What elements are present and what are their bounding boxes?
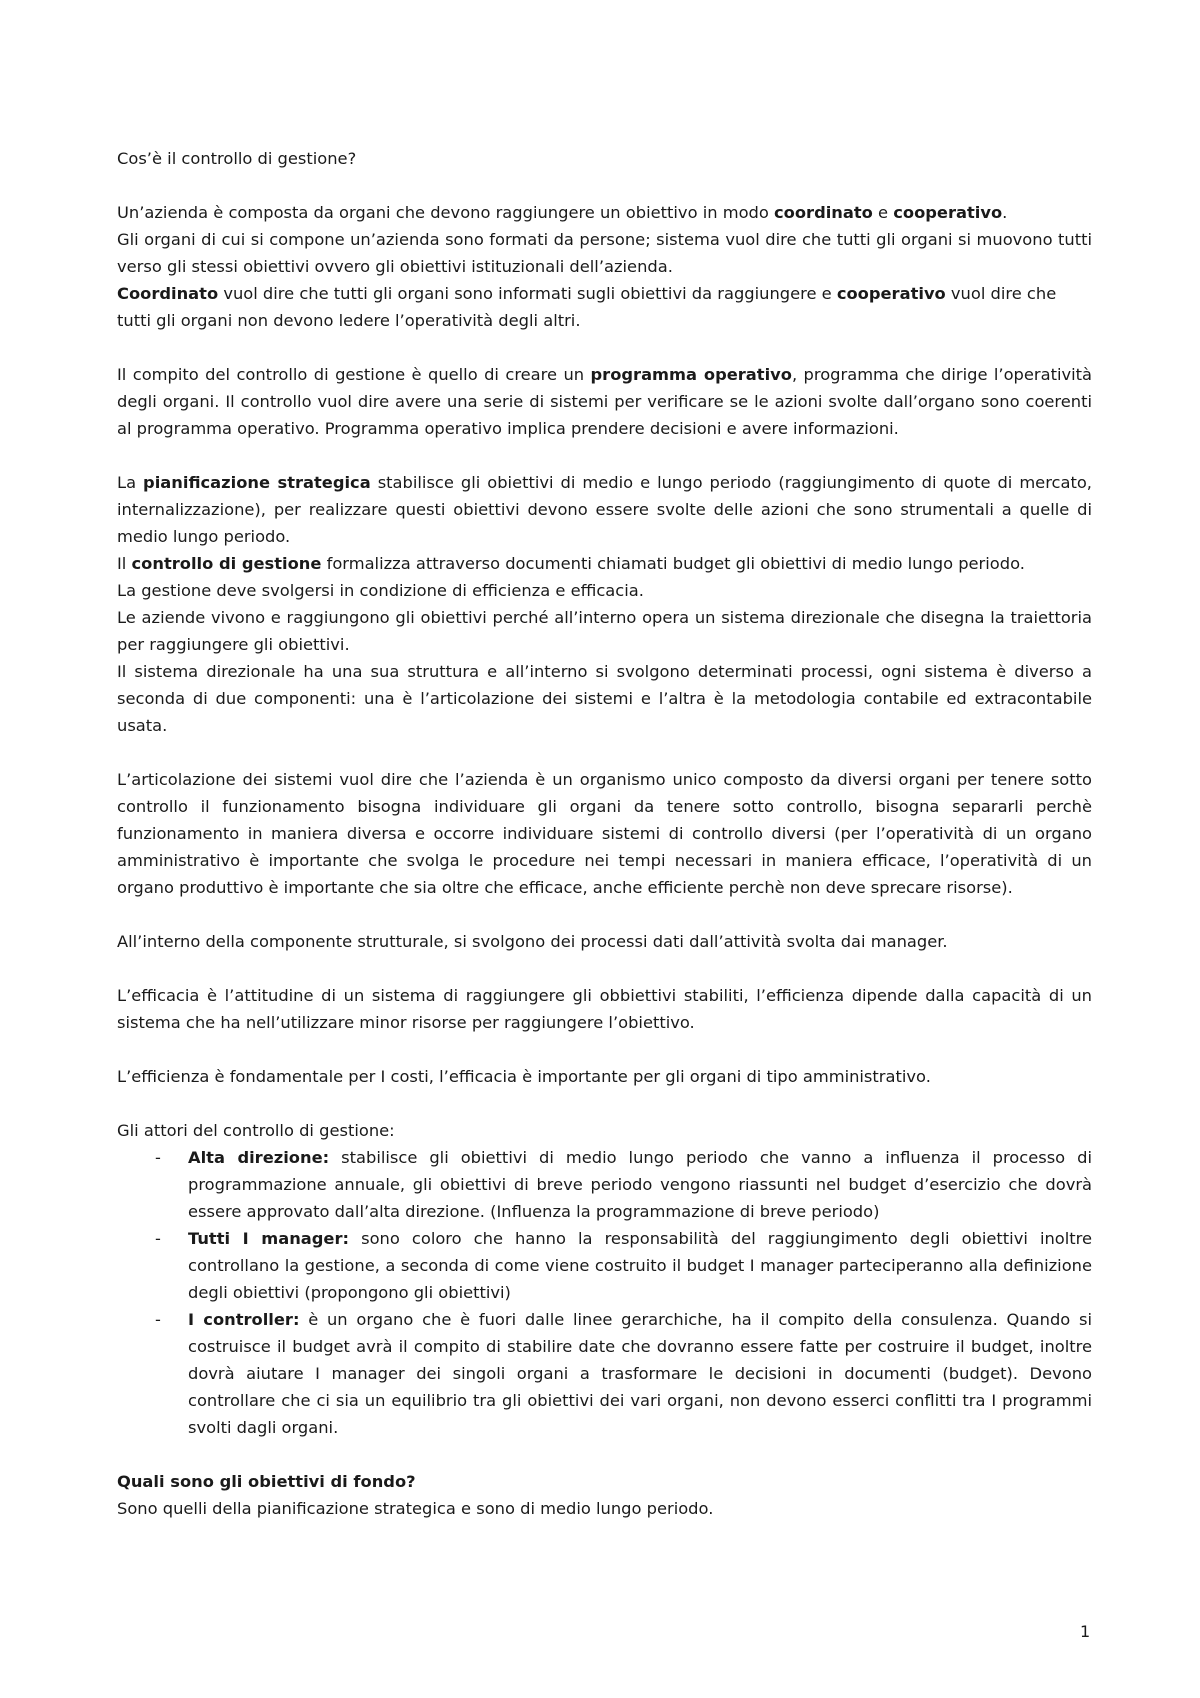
bold-term: Alta direzione:	[188, 1148, 330, 1167]
bold-term: programma operativo	[590, 365, 792, 384]
pianificazione-paragraph-4: Le aziende vivono e raggiungono gli obiettivi perché all’interno opera un sistema direzionale che disegna la traiettoria per raggiungere gli obiettivi.	[117, 608, 1092, 654]
intro-paragraph-3: Coordinato vuol dire che tutti gli organi sono informati sugli obiettivi da raggiungere e cooperativo vuol dire che tutti gli organi non devono ledere l’operatività degli altri.	[117, 284, 1057, 330]
actors-list	[117, 1144, 1092, 1441]
bold-term: Tutti I manager:	[188, 1229, 350, 1248]
compito-paragraph: Il compito del controllo di gestione è quello di creare un programma operativo, programma che dirige l’operatività degli organi. Il controllo vuol dire avere una serie di sistemi per verificare se le azioni svolte dall’organo sono coerenti al programma operativo. Programma operativo implica prendere decisioni e avere informazioni.	[117, 365, 1092, 438]
pianificazione-paragraph-5: Il sistema direzionale ha una sua struttura e all’interno si svolgono determinati processi, ogni sistema è diverso a seconda di due componenti: una è l’articolazione dei sistemi e l’altra è la metodologia contabile ed extracontabile usata.	[117, 662, 1092, 735]
actors-heading: Gli attori del controllo di gestione:	[117, 1121, 395, 1140]
document-page	[117, 145, 1092, 1522]
list-dash: -	[155, 1229, 161, 1248]
pianificazione-paragraph-2: Il controllo di gestione formalizza attraverso documenti chiamati budget gli obiettivi di medio lungo periodo.	[117, 554, 1025, 573]
list-item: - I controller: è un organo che è fuori dalle linee gerarchiche, ha il compito della consulenza. Quando si costruisce il budget avrà il compito di stabilire date che dovranno essere fatte per costruire il budget, inoltre dovrà aiutare I manager dei singoli organi a trasformare le decisioni in documenti (budget). Devono controllare che ci sia un equilibrio tra gli obiettivi dei vari organi, non devono esserci conflitti tra I programmi svolti dagli organi.	[117, 1306, 1092, 1441]
intro-paragraph-2: Gli organi di cui si compone un’azienda sono formati da persone; sistema vuol dire che tutti gli organi si muovono tutti verso gli stessi obiettivi ovvero gli obiettivi istituzionali dell’azienda.	[117, 230, 1092, 276]
bold-term: Coordinato	[117, 284, 219, 303]
list-dash: -	[155, 1148, 161, 1167]
page-number: 1	[1080, 1622, 1091, 1641]
efficacia-paragraph: L’efficacia è l’attitudine di un sistema di raggiungere gli obbiettivi stabiliti, l’efficienza dipende dalla capacità di un sistema che ha nell’utilizzare minor risorse per raggiungere l’obiettivo.	[117, 986, 1092, 1032]
pianificazione-paragraph-1: La pianificazione strategica stabilisce gli obiettivi di medio e lungo periodo (raggiungimento di quote di mercato, internalizzazione), per realizzare questi obiettivi devono essere svolte delle azioni che sono strumentali a quelle di medio lungo periodo.	[117, 473, 1092, 546]
intro-paragraph-1: Un’azienda è composta da organi che devono raggiungere un obiettivo in modo coordinato e cooperativo.	[117, 203, 1008, 222]
list-dash: -	[155, 1310, 161, 1329]
bold-term: coordinato	[774, 203, 873, 222]
efficienza-paragraph: L’efficienza è fondamentale per I costi, l’efficacia è importante per gli organi di tipo amministrativo.	[117, 1067, 931, 1086]
answer-paragraph: Sono quelli della pianificazione strategica e sono di medio lungo periodo.	[117, 1499, 714, 1518]
pianificazione-paragraph-3: La gestione deve svolgersi in condizione di efficienza e efficacia.	[117, 581, 644, 600]
list-item: - Tutti I manager: sono coloro che hanno la responsabilità del raggiungimento degli obiettivi inoltre controllano la gestione, a seconda di come viene costruito il budget I manager parteciperanno alla definizione degli obiettivi (propongono gli obiettivi)	[117, 1225, 1092, 1306]
list-item: - Alta direzione: stabilisce gli obiettivi di medio lungo periodo che vanno a influenza il processo di programmazione annuale, gli obiettivi di breve periodo vengono riassunti nel budget d’esercizio che dovrà essere approvato dall’alta direzione. (Influenza la programmazione di breve periodo)	[117, 1144, 1092, 1225]
articolazione-paragraph: L’articolazione dei sistemi vuol dire che l’azienda è un organismo unico composto da diversi organi per tenere sotto controllo il funzionamento bisogna individuare gli organi da tenere sotto controllo, bisogna separarli perchè funzionamento in maniera diversa e occorre individuare sistemi di controllo diversi (per l’operatività di un organo amministrativo è importante che svolga le procedure nei tempi necessari in maniera efficace, l’operatività di un organo produttivo è importante che sia oltre che efficace, anche efficiente perchè non deve sprecare risorse).	[117, 770, 1092, 897]
bold-term: controllo di gestione	[131, 554, 322, 573]
bold-term: I controller:	[188, 1310, 300, 1329]
componente-paragraph: All’interno della componente strutturale, si svolgono dei processi dati dall’attività svolta dai manager.	[117, 932, 948, 951]
document-title: Cos’è il controllo di gestione?	[117, 149, 357, 168]
bold-term: pianificazione strategica	[143, 473, 371, 492]
bold-term: cooperativo	[836, 284, 946, 303]
bold-term: cooperativo	[893, 203, 1003, 222]
question-heading: Quali sono gli obiettivi di fondo?	[117, 1472, 416, 1491]
